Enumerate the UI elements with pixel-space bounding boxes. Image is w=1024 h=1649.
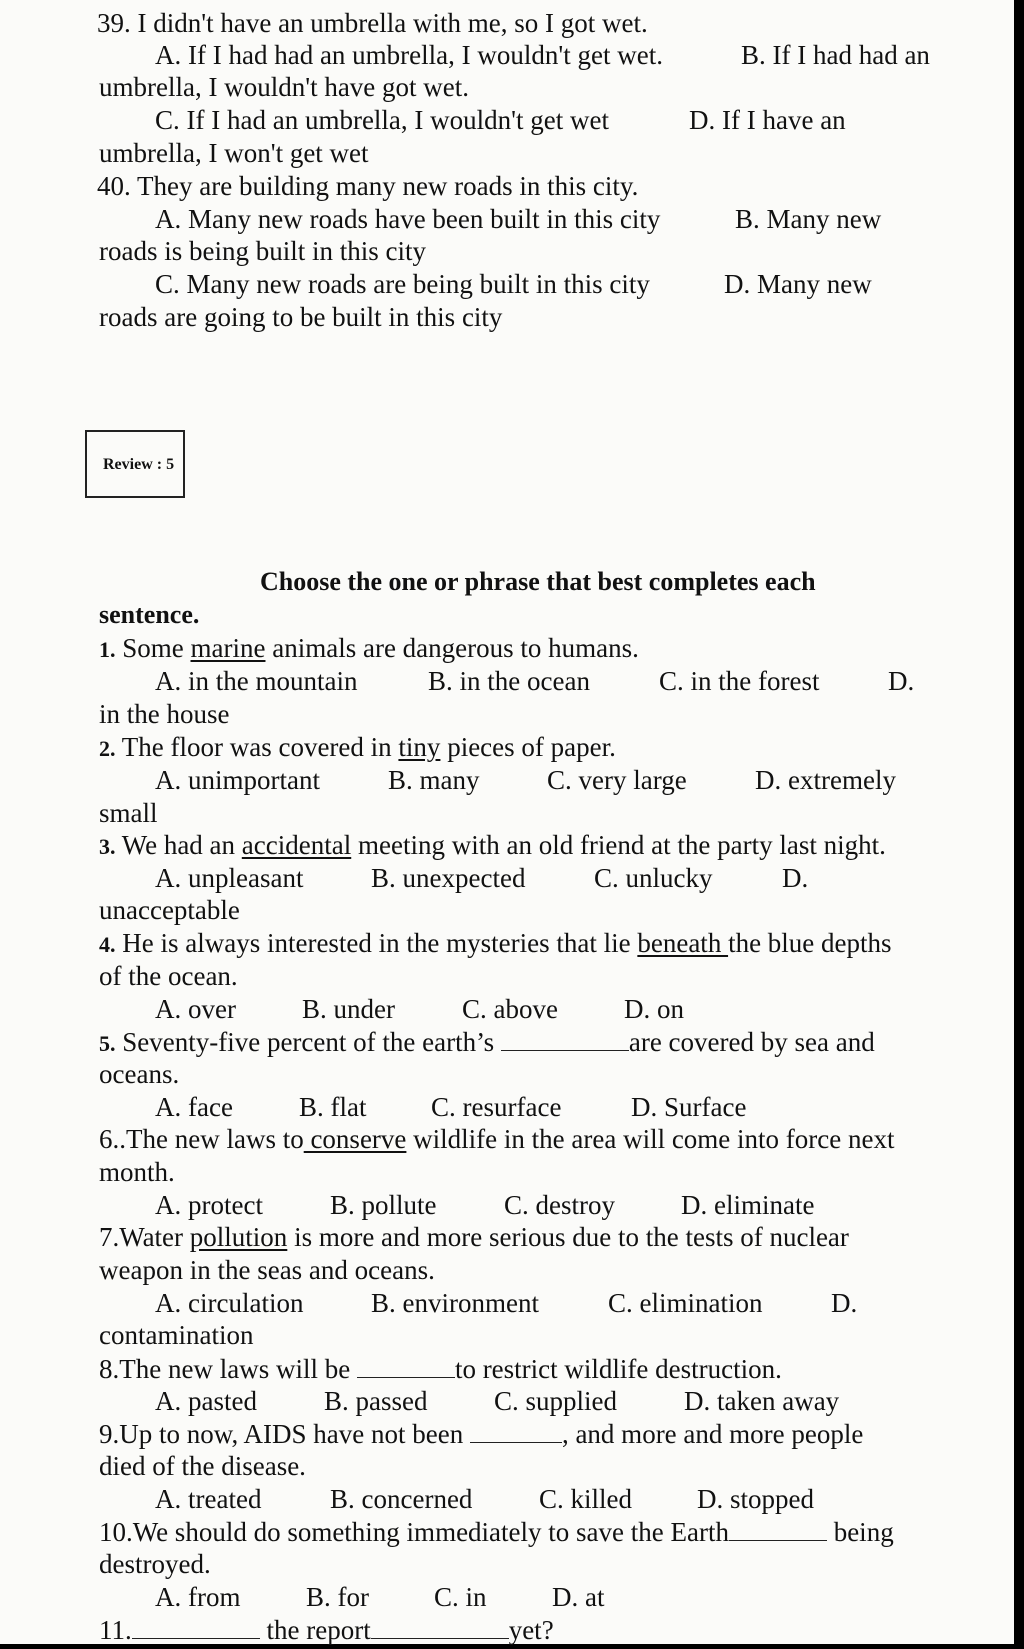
question-7-text-pre: 7.Water [99,1222,190,1252]
question-5-option-a: A. face [155,1092,233,1122]
question-1-option-a: A. in the mountain [155,666,358,696]
question-8-option-a: A. pasted [155,1386,257,1416]
question-11-text-post: yet? [508,1615,554,1645]
instructions-heading-cont: sentence. [99,600,200,629]
question-40-option-b: B. Many new [735,204,882,234]
question-4-option-b: B. under [302,994,395,1024]
question-10-option-d: D. at [552,1582,605,1612]
question-5-text-pre: Seventy-five percent of the earth’s [115,1027,501,1057]
question-10-blank[interactable] [729,1518,827,1541]
question-39-stem: 39. I didn't have an umbrella with me, so I got wet. [97,8,648,38]
question-10-option-b: B. for [306,1582,369,1612]
question-5-option-d: D. Surface [631,1092,747,1122]
question-2-option-d: D. extremely [755,765,896,795]
question-11-text-mid: the report [259,1615,371,1645]
question-2-text-pre: The floor was covered in [115,732,399,762]
question-39-option-a: A. If I had had an umbrella, I wouldn't get wet. [155,40,663,70]
question-39-option-d: D. If I have an [689,105,846,135]
question-9-option-a: A. treated [155,1484,262,1514]
question-8-option-c: C. supplied [494,1386,618,1416]
question-40-option-d-cont: roads are going to be built in this city [99,302,503,332]
question-11-blank-2[interactable] [371,1616,509,1639]
question-11-text-pre: 11. [99,1615,132,1645]
instructions-heading: Choose the one or phrase that best completes each [260,567,816,596]
question-1-option-d: D. [888,666,915,696]
question-3-option-a: A. unpleasant [155,863,304,893]
question-5-blank[interactable] [501,1028,629,1051]
question-3-number: 3. [99,834,116,859]
question-5-stem-cont: oceans. [99,1059,180,1089]
question-1-option-c: C. in the forest [659,666,820,696]
question-5-option-b: B. flat [299,1092,367,1122]
question-8-text-pre: 8.The new laws will be [99,1354,357,1384]
question-39-option-b-cont: umbrella, I wouldn't have got wet. [99,72,470,102]
question-6-text-pre: 6..The new laws to [99,1124,304,1154]
question-2-text-post: pieces of paper. [440,732,616,762]
question-39-option-d-cont: umbrella, I won't get wet [99,138,369,168]
question-11-blank-1[interactable] [132,1616,260,1639]
question-9-option-c: C. killed [539,1484,632,1514]
question-1-option-b: B. in the ocean [428,666,590,696]
question-8-option-b: B. passed [324,1386,428,1416]
question-7-option-c: C. elimination [608,1288,763,1318]
review-label: Review : 5 [103,456,175,473]
question-1-text-post: animals are dangerous to humans. [265,633,639,663]
review-box [85,430,185,498]
question-9-text-pre: 9.Up to now, AIDS have not been [99,1419,470,1449]
question-9-stem [99,1420,863,1448]
question-6-stem [99,1126,894,1153]
question-9-text-post: , and more and more people [561,1419,864,1449]
question-6-option-d: D. eliminate [681,1190,815,1220]
question-10-stem-cont: destroyed. [99,1549,211,1579]
question-9-option-b: B. concerned [330,1484,473,1514]
question-7-option-a: A. circulation [155,1288,304,1318]
question-10-option-c: C. in [434,1582,487,1612]
question-9-option-d: D. stopped [697,1484,814,1514]
question-39-option-c: C. If I had an umbrella, I wouldn't get wet [155,105,609,135]
question-7-text-post: is more and more serious due to the tests of nuclear [287,1222,849,1252]
question-6-option-c: C. destroy [504,1190,615,1220]
question-8-option-d: D. taken away [684,1386,840,1416]
question-1-option-d-cont: in the house [99,699,230,729]
question-11-stem [99,1616,554,1644]
question-7-stem-cont: weapon in the seas and oceans. [99,1255,435,1285]
question-6-stem-cont: month. [99,1157,175,1187]
question-6-option-a: A. protect [155,1190,263,1220]
question-10-text-pre: 10.We should do something immediately to save the Earth [99,1517,729,1547]
question-3-option-c: C. unlucky [594,863,713,893]
question-2-option-d-cont: small [99,798,158,828]
question-4-option-a: A. over [155,994,236,1024]
question-6-option-b: B. pollute [330,1190,437,1220]
question-10-option-a: A. from [155,1582,241,1612]
question-40-option-d: D. Many new [724,269,872,299]
question-40-stem: 40. They are building many new roads in this city. [97,171,639,201]
question-2-number: 2. [99,736,116,761]
question-4-option-d: D. on [624,994,684,1024]
question-5-stem [99,1028,875,1056]
question-7-option-d: D. [831,1288,858,1318]
question-8-stem [99,1355,782,1383]
question-4-option-c: C. above [462,994,558,1024]
question-5-number: 5. [99,1031,116,1056]
question-2-stem [99,734,616,761]
question-3-option-d: D. [782,863,809,893]
question-6-text-post: wildlife in the area will come into force next [406,1124,895,1154]
question-7-option-b: B. environment [371,1288,539,1318]
question-2-option-a: A. unimportant [155,765,320,795]
question-7-underlined-word: pollution [189,1222,288,1252]
question-1-number: 1. [99,637,116,662]
question-40-option-b-cont: roads is being built in this city [99,236,426,266]
question-9-blank[interactable] [470,1420,562,1443]
question-4-underlined-word: beneath [637,928,729,958]
question-10-text-post: being [826,1517,894,1547]
question-7-option-d-cont: contamination [99,1320,254,1350]
question-3-option-b: B. unexpected [371,863,526,893]
question-9-stem-cont: died of the disease. [99,1451,306,1481]
question-8-blank[interactable] [357,1355,455,1378]
question-5-text-post: are covered by sea and [628,1027,875,1057]
question-1-text-pre: Some [115,633,191,663]
cropped-text-fragment [660,0,860,2]
question-2-option-b: B. many [388,765,480,795]
question-4-text-pre: He is always interested in the mysteries that lie [115,928,638,958]
question-40-option-a: A. Many new roads have been built in this city [155,204,661,234]
question-4-stem-cont: of the ocean. [99,961,238,991]
question-4-stem [99,930,892,957]
question-1-stem [99,635,639,662]
question-4-number: 4. [99,932,116,957]
question-3-option-d-cont: unacceptable [99,895,240,925]
question-7-stem [99,1224,849,1251]
question-4-text-post: the blue depths [728,928,892,958]
question-40-option-c: C. Many new roads are being built in this city [155,269,650,299]
question-3-text-post: meeting with an old friend at the party last night. [351,830,886,860]
question-39-option-b: B. If I had had an [741,40,930,70]
question-6-underlined-word: conserve [303,1124,407,1154]
question-2-underlined-word: tiny [398,732,441,762]
question-3-underlined-word: accidental [241,830,352,860]
question-5-option-c: C. resurface [431,1092,562,1122]
question-3-text-pre: We had an [115,830,242,860]
question-8-text-post: to restrict wildlife destruction. [454,1354,782,1384]
question-2-option-c: C. very large [547,765,687,795]
question-3-stem [99,832,886,859]
question-10-stem [99,1518,894,1546]
question-1-underlined-word: marine [190,633,266,663]
